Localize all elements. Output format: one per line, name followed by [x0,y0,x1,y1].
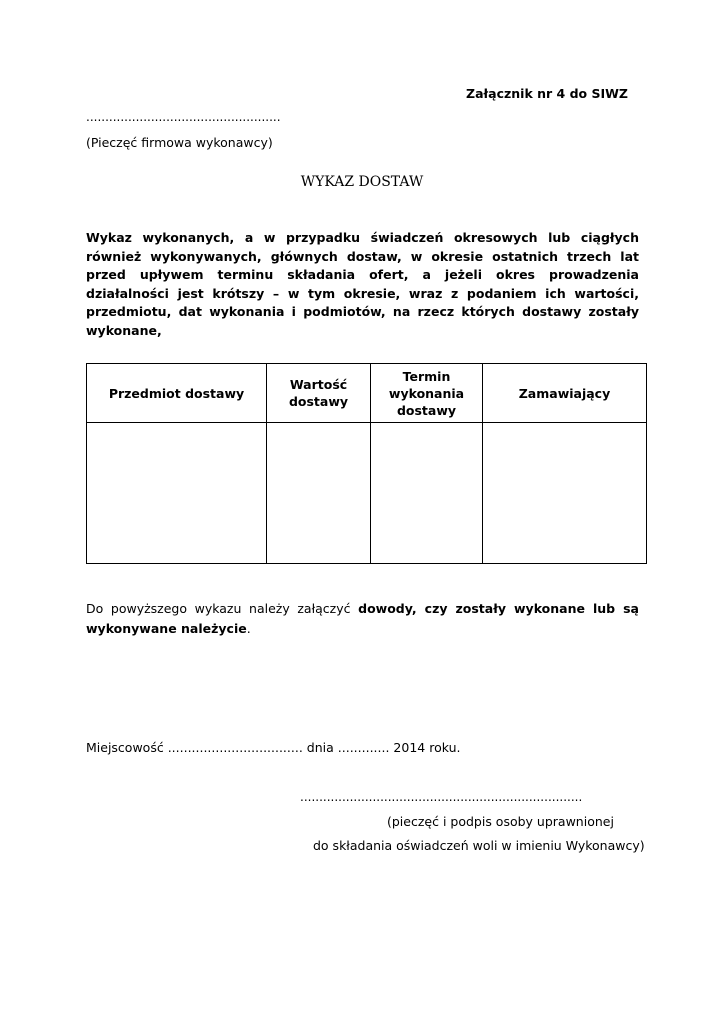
stamp-caption: (Pieczęć firmowa wykonawcy) [86,135,273,150]
note-text: Do powyższego wykazu należy załączyć [86,601,359,616]
note-end: . [246,621,251,636]
cell-subject[interactable] [87,423,267,564]
note-bold-text: dowody, czy zostały wykonane lub są wykonywane należycie [86,601,639,636]
attachment-label: Załącznik nr 4 do SIWZ [466,86,628,101]
header-subject: Przedmiot dostawy [87,364,267,423]
document-title: WYKAZ DOSTAW [300,174,424,190]
year-text: 2014 roku. [393,740,461,755]
place-label: Miejscowość [86,740,164,755]
header-date: Termin wykonania dostawy [371,364,483,423]
stamp-dotted-line: ................................................... [86,110,281,124]
intro-paragraph: Wykaz wykonanych, a w przypadku świadczeń okresowych lub ciągłych również wykonywanych, głównych dostaw, w okresie ostatnich trzech lat przed upływem terminu składania ofert, a jeżeli okres prowadzenia działalności jest krótszy – w tym okresie, wraz z podaniem ich wartości, przedmiotu, dat wykonania i podmiotów, na rzecz których dostawy zostały wykonane, [86,230,639,338]
date-label: dnia [306,740,334,755]
table-row [87,423,647,564]
table-header-row [87,364,647,423]
evidence-note [86,599,639,639]
cell-date[interactable] [371,423,483,564]
signature-dotted-line: .......................................................................... [300,790,583,804]
header-value: Wartość dostawy [267,364,371,423]
place-date-line [86,740,460,755]
signature-caption-line2: do składania oświadczeń woli w imieniu Wykonawcy) [313,838,645,853]
place-dots: .................................. [167,740,303,755]
date-dots: ............. [337,740,394,755]
signature-caption-line1: (pieczęć i podpis osoby uprawnionej [387,814,614,829]
deliveries-table [86,363,647,564]
cell-client[interactable] [483,423,647,564]
cell-value[interactable] [267,423,371,564]
header-client: Zamawiający [483,364,647,423]
